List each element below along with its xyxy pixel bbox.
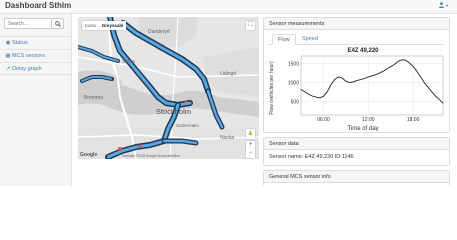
map-type-control (82, 21, 126, 30)
map-label-stockholm: Stockholm (156, 107, 192, 116)
map-type-greyscale[interactable]: Greyscale (101, 23, 124, 28)
user-menu[interactable] (439, 2, 449, 9)
sidebar-item-status[interactable] (0, 36, 71, 49)
zoom-in-button[interactable]: + (248, 142, 253, 148)
chart-y-tick-label: 500 (290, 99, 299, 106)
panel-title: Sensor data (264, 138, 449, 150)
fullscreen-button[interactable] (246, 21, 255, 30)
sidebar-item-mcs-sensors[interactable] (0, 49, 71, 62)
line-chart-icon: ↗ (5, 66, 11, 72)
chart-x-tick-label: 12:00 (362, 117, 375, 123)
search-input[interactable] (4, 18, 52, 29)
sidebar (0, 14, 72, 186)
sidebar-item-label: Delay graph (12, 66, 42, 72)
chevron-down-icon: ▼ (445, 3, 449, 8)
map-label-nacka: Nacka (220, 135, 235, 141)
google-logo: Google (80, 152, 98, 158)
sensor-name-text: Sensor name: E4Z 49,220 ID:1146 (269, 154, 354, 160)
top-navbar (0, 0, 457, 14)
zoom-out-button[interactable]: − (248, 150, 253, 156)
street-view-pegman[interactable] (246, 129, 255, 139)
map-label-lidingo: Lidingö (220, 71, 237, 77)
map-view[interactable] (78, 17, 259, 159)
th-list-icon: ▦ (5, 53, 11, 59)
sidebar-nav (0, 36, 71, 75)
dashboard-icon: ◉ (5, 40, 11, 46)
map-label-sodermalm: Södermalm (176, 123, 200, 128)
sidebar-item-label: MCS sensors (12, 53, 46, 59)
map-type-karta[interactable]: Karta (85, 23, 96, 28)
app-title[interactable]: Dashboard Sthlm (5, 1, 72, 10)
chart-x-tick-label: 06:00 (317, 117, 330, 123)
general-sensor-info-panel (263, 170, 450, 186)
user-icon (439, 2, 444, 8)
measurement-tabs (269, 34, 444, 45)
panel-title: Sensor measurements (264, 18, 449, 30)
map-label-solna: Solna (122, 59, 135, 65)
map-attribution: Kartdata ©2018 Google Användarvillkor (122, 154, 180, 158)
fullscreen-icon: ⛶ (248, 22, 253, 28)
map-label-bromma: Bromma (84, 95, 103, 101)
flow-chart (267, 46, 448, 131)
sensor-data-panel (263, 137, 450, 166)
panel-title: General MCS sensor info (264, 171, 449, 183)
sensor-measurements-panel (263, 17, 450, 133)
chart-y-tick-label: 1000 (287, 80, 299, 87)
chart-x-axis-label: Time of day (347, 126, 379, 131)
sidebar-item-delay-graph[interactable] (0, 62, 71, 75)
chart-x-tick-label: 18:00 (406, 117, 420, 123)
tab-speed[interactable]: Speed (302, 36, 318, 42)
chart-y-tick-label: 1500 (287, 61, 299, 68)
sidebar-item-label: Status (12, 40, 28, 46)
map-label-danderyd: Danderyd (148, 29, 170, 35)
tab-flow[interactable]: Flow (272, 34, 296, 45)
chart-y-axis-label: Flow (vehicles per hour) (269, 61, 275, 115)
pegman-icon: ♟ (247, 131, 254, 137)
chart-plot-area (301, 56, 443, 115)
search-button[interactable] (52, 18, 64, 29)
chart-title: E4Z 49,220 (347, 48, 379, 54)
search-icon (55, 21, 61, 27)
